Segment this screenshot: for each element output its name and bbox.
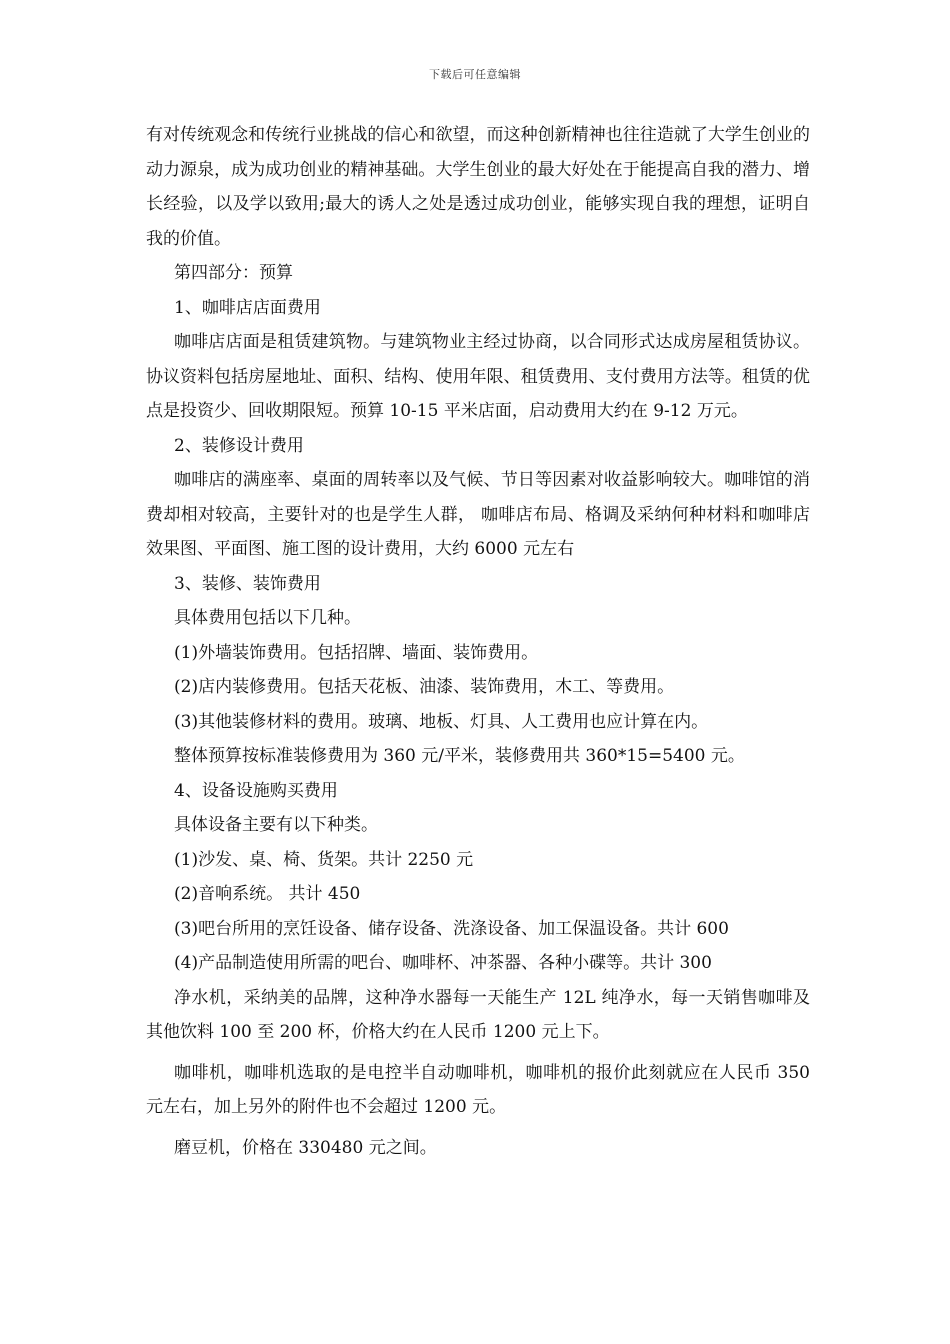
paragraph-equipment-intro: 具体设备主要有以下种类。: [174, 815, 378, 835]
subheading-storefront-cost: 1、咖啡店店面费用: [174, 297, 321, 318]
document-body: [146, 118, 810, 1165]
list-item-exterior: (1)外墙装饰费用。包括招牌、墙面、装饰费用。: [174, 642, 539, 663]
paragraph-grinder: 磨豆机，价格在 330480 元之间。: [174, 1137, 437, 1158]
list-item-production-tools: (4)产品制造使用所需的吧台、咖啡杯、冲茶器、各种小碟等。共计 300: [174, 953, 712, 973]
list-item-interior: (2)店内装修费用。包括天花板、油漆、装饰费用，木工、等费用。: [174, 677, 675, 697]
paragraph-coffee-machine: 咖啡机，咖啡机选取的是电控半自动咖啡机，咖啡机的报价此刻就应在人民币 350 元左右，加上另外的附件也不会超过 1200 元。: [146, 1062, 810, 1117]
list-item-furniture: (1)沙发、桌、椅、货架。共计 2250 元: [174, 849, 474, 870]
paragraph-water-purifier: 净水机，采纳美的品牌，这种净水器每一天能生产 12L 纯净水，每一天销售咖啡及其他饮料 100 至 200 杯，价格大约在人民币 1200 元上下。: [146, 987, 810, 1042]
subheading-equipment-cost: 4、设备设施购买费用: [174, 780, 338, 801]
section-heading-budget: 第四部分：预算: [174, 263, 293, 283]
paragraph-cost-intro: 具体费用包括以下几种。: [174, 608, 361, 628]
subheading-decoration-cost: 3、装修、装饰费用: [174, 573, 321, 594]
list-item-bar-equipment: (3)吧台所用的烹饪设备、储存设备、洗涤设备、加工保温设备。共计 600: [174, 918, 729, 939]
list-item-audio: (2)音响系统。 共计 450: [174, 884, 361, 904]
paragraph-design-cost: 咖啡店的满座率、桌面的周转率以及气候、节日等因素对收益影响较大。咖啡馆的消费却相对较高，主要针对的也是学生人群， 咖啡店布局、格调及采纳何种材料和咖啡店效果图、平面图、施工图的设计费用，大约 6000 元左右: [146, 470, 810, 559]
paragraph-storefront-lease: 咖啡店店面是租赁建筑物。与建筑物业主经过协商，以合同形式达成房屋租赁协议。协议资料包括房屋地址、面积、结构、使用年限、租赁费用、支付费用方法等。租赁的优点是投资少、回收期限短。预算 10-15 平米店面，启动费用大约在 9-12 万元。: [146, 332, 810, 421]
paragraph-decoration-total: 整体预算按标准装修费用为 360 元/平米，装修费用共 360*15=5400 元。: [174, 746, 745, 766]
subheading-design-cost: 2、装修设计费用: [174, 435, 304, 456]
list-item-other-materials: (3)其他装修材料的费用。玻璃、地板、灯具、人工费用也应计算在内。: [174, 711, 709, 732]
paragraph-entrepreneurship-benefits: 有对传统观念和传统行业挑战的信心和欲望，而这种创新精神也往往造就了大学生创业的动力源泉，成为成功创业的精神基础。大学生创业的最大好处在于能提高自我的潜力、增长经验，以及学以致用;最大的诱人之处是透过成功创业，能够实现自我的理想，证明自我的价值。: [146, 125, 810, 249]
page-header-note: 下载后可任意编辑: [429, 68, 521, 81]
